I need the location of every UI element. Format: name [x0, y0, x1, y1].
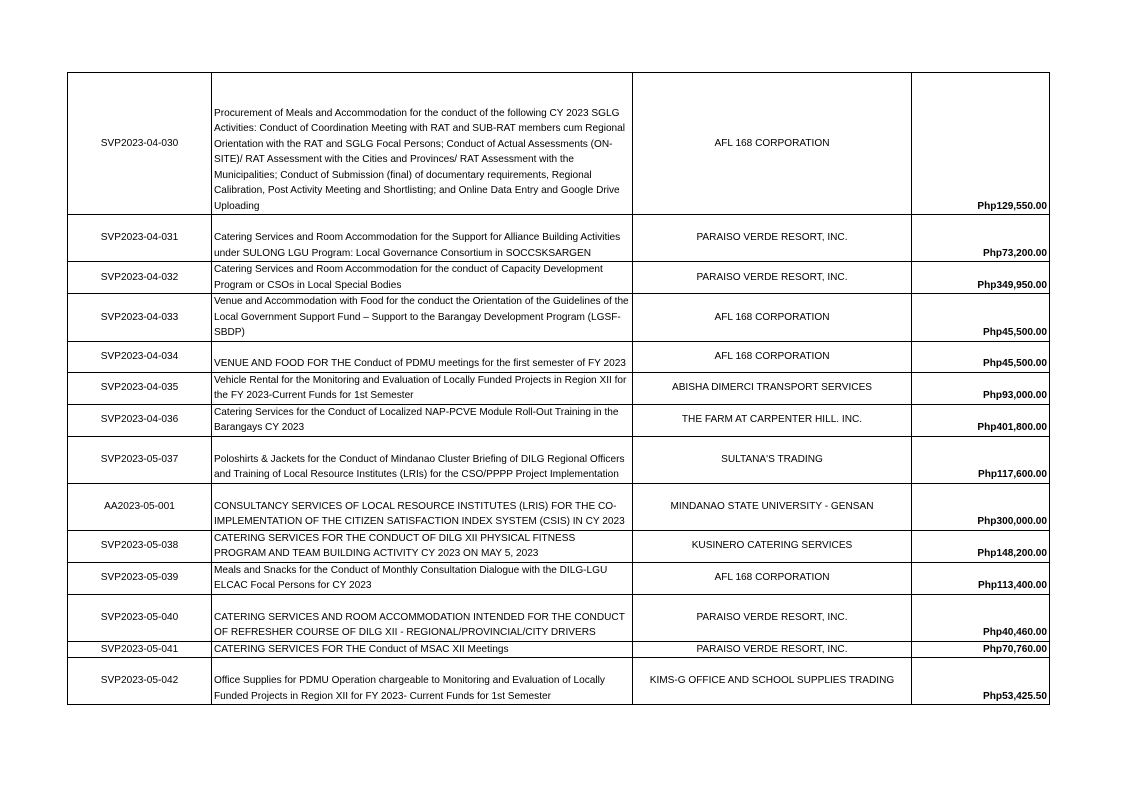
amount-cell: Php349,950.00: [912, 262, 1050, 294]
description-cell: Catering Services for the Conduct of Localized NAP-PCVE Module Roll-Out Training in the Barangays CY 2023: [212, 404, 633, 436]
amount-cell: Php93,000.00: [912, 372, 1050, 404]
amount-cell: Php73,200.00: [912, 215, 1050, 262]
supplier-cell: THE FARM AT CARPENTER HILL. INC.: [633, 404, 912, 436]
supplier-cell: AFL 168 CORPORATION: [633, 341, 912, 372]
description-cell: Venue and Accommodation with Food for the conduct the Orientation of the Guidelines of the Local Government Support Fund – Support to the Barangay Development Program (LGSF-SBDP): [212, 294, 633, 342]
description-cell: Vehicle Rental for the Monitoring and Evaluation of Locally Funded Projects in Region XII for the FY 2023-Current Funds for 1st Semester: [212, 372, 633, 404]
description-cell: Meals and Snacks for the Conduct of Monthly Consultation Dialogue with the DILG-LGU ELCAC Focal Persons for CY 2023: [212, 562, 633, 594]
procurement-table: [67, 72, 1050, 705]
supplier-cell: AFL 168 CORPORATION: [633, 294, 912, 342]
reference-code-cell: SVP2023-04-033: [68, 294, 212, 342]
table-row: [68, 341, 1050, 372]
supplier-cell: PARAISO VERDE RESORT, INC.: [633, 594, 912, 641]
reference-code-cell: SVP2023-05-038: [68, 530, 212, 562]
description-cell: Procurement of Meals and Accommodation for the conduct of the following CY 2023 SGLG Activities: Conduct of Coordination Meeting with RAT and SUB-RAT members cum Regional Orientation with the RAT and SGLG Focal Persons; Conduct of Actual Assessments (ON-SITE)/ RAT Assessment with the Cities and Provinces/ RAT Assessment with the Municipalities; Conduct of Submission (final) of documentary requirements, Regional Calibration, Post Activity Meeting and Shortlisting; and Online Data Entry and Google Drive Uploading: [212, 73, 633, 215]
reference-code-cell: SVP2023-04-030: [68, 73, 212, 215]
amount-cell: Php148,200.00: [912, 530, 1050, 562]
reference-code-cell: AA2023-05-001: [68, 483, 212, 530]
reference-code-cell: SVP2023-05-041: [68, 641, 212, 658]
supplier-cell: KIMS-G OFFICE AND SCHOOL SUPPLIES TRADING: [633, 658, 912, 705]
amount-cell: Php40,460.00: [912, 594, 1050, 641]
supplier-cell: PARAISO VERDE RESORT, INC.: [633, 215, 912, 262]
table-row: [68, 215, 1050, 262]
supplier-cell: AFL 168 CORPORATION: [633, 73, 912, 215]
reference-code-cell: SVP2023-05-037: [68, 436, 212, 483]
table-row: [68, 562, 1050, 594]
reference-code-cell: SVP2023-05-039: [68, 562, 212, 594]
description-cell: VENUE AND FOOD FOR THE Conduct of PDMU meetings for the first semester of FY 2023: [212, 341, 633, 372]
amount-cell: Php401,800.00: [912, 404, 1050, 436]
supplier-cell: MINDANAO STATE UNIVERSITY - GENSAN: [633, 483, 912, 530]
table-row: [68, 404, 1050, 436]
description-cell: Catering Services and Room Accommodation for the Support for Alliance Building Activities under SULONG LGU Program: Local Governance Consortium in SOCCSKSARGEN: [212, 215, 633, 262]
amount-cell: Php53,425.50: [912, 658, 1050, 705]
reference-code-cell: SVP2023-04-034: [68, 341, 212, 372]
table-row: [68, 641, 1050, 658]
table-row: [68, 436, 1050, 483]
amount-cell: Php70,760.00: [912, 641, 1050, 658]
amount-cell: Php45,500.00: [912, 294, 1050, 342]
table-row: [68, 483, 1050, 530]
description-cell: CONSULTANCY SERVICES OF LOCAL RESOURCE INSTITUTES (LRIS) FOR THE CO-IMPLEMENTATION OF THE CITIZEN SATISFACTION INDEX SYSTEM (CSIS) IN CY 2023: [212, 483, 633, 530]
description-cell: CATERING SERVICES FOR THE Conduct of MSAC XII Meetings: [212, 641, 633, 658]
table-row: [68, 294, 1050, 342]
amount-cell: Php300,000.00: [912, 483, 1050, 530]
supplier-cell: PARAISO VERDE RESORT, INC.: [633, 641, 912, 658]
description-cell: CATERING SERVICES FOR THE CONDUCT OF DILG XII PHYSICAL FITNESS PROGRAM AND TEAM BUILDING ACTIVITY CY 2023 ON MAY 5, 2023: [212, 530, 633, 562]
table-row: [68, 372, 1050, 404]
reference-code-cell: SVP2023-05-040: [68, 594, 212, 641]
description-cell: CATERING SERVICES AND ROOM ACCOMMODATION INTENDED FOR THE CONDUCT OF REFRESHER COURSE OF DILG XII - REGIONAL/PROVINCIAL/CITY DRIVERS: [212, 594, 633, 641]
table-row: [68, 594, 1050, 641]
amount-cell: Php129,550.00: [912, 73, 1050, 215]
reference-code-cell: SVP2023-05-042: [68, 658, 212, 705]
supplier-cell: SULTANA'S TRADING: [633, 436, 912, 483]
supplier-cell: ABISHA DIMERCI TRANSPORT SERVICES: [633, 372, 912, 404]
table-row: [68, 658, 1050, 705]
amount-cell: Php113,400.00: [912, 562, 1050, 594]
reference-code-cell: SVP2023-04-036: [68, 404, 212, 436]
supplier-cell: KUSINERO CATERING SERVICES: [633, 530, 912, 562]
description-cell: Poloshirts & Jackets for the Conduct of Mindanao Cluster Briefing of DILG Regional Officers and Training of Local Resource Institutes (LRIs) for the CSO/PPPP Project Implementation: [212, 436, 633, 483]
table-row: [68, 73, 1050, 215]
description-cell: Office Supplies for PDMU Operation chargeable to Monitoring and Evaluation of Locally Funded Projects in Region XII for FY 2023- Current Funds for 1st Semester: [212, 658, 633, 705]
table-row: [68, 262, 1050, 294]
supplier-cell: AFL 168 CORPORATION: [633, 562, 912, 594]
supplier-cell: PARAISO VERDE RESORT, INC.: [633, 262, 912, 294]
reference-code-cell: SVP2023-04-035: [68, 372, 212, 404]
table-row: [68, 530, 1050, 562]
amount-cell: Php45,500.00: [912, 341, 1050, 372]
reference-code-cell: SVP2023-04-032: [68, 262, 212, 294]
amount-cell: Php117,600.00: [912, 436, 1050, 483]
description-cell: Catering Services and Room Accommodation for the conduct of Capacity Development Program or CSOs in Local Special Bodies: [212, 262, 633, 294]
reference-code-cell: SVP2023-04-031: [68, 215, 212, 262]
